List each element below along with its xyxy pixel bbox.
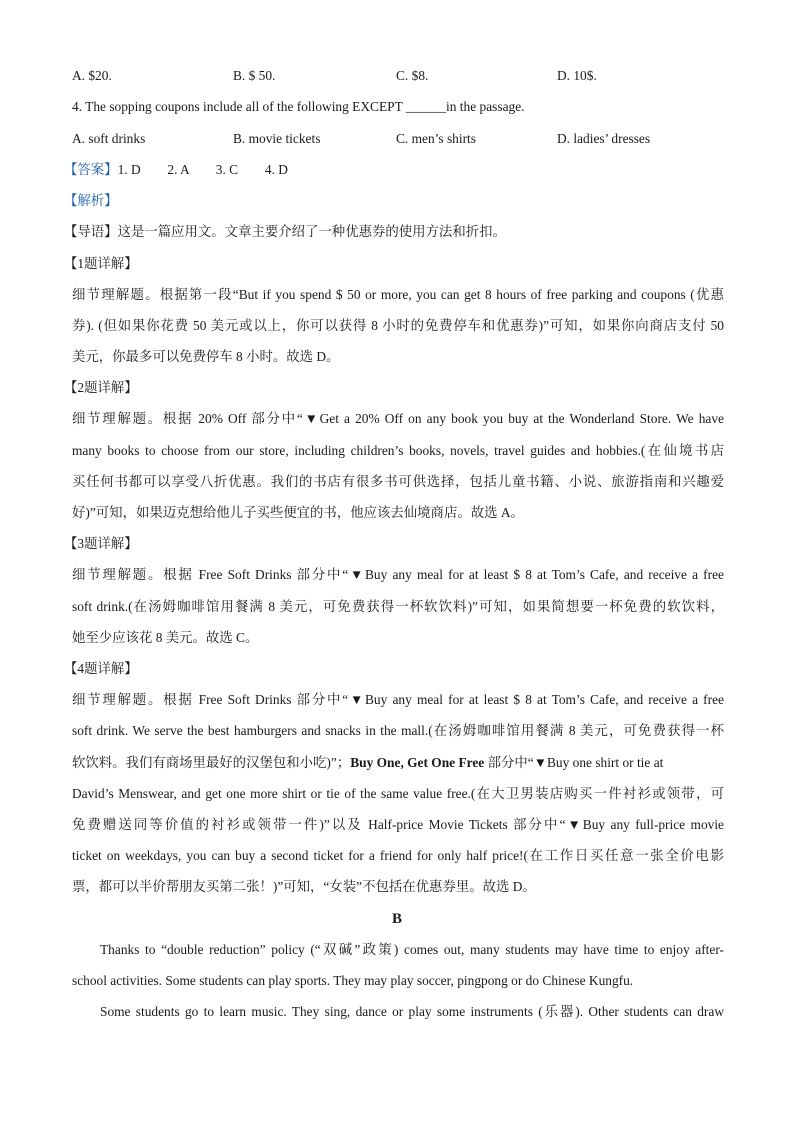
detail-4-head: 【4题详解】	[64, 661, 138, 676]
detail-4-line-7: 票，都可以半价帮朋友买第二张！)”可知，“女装”不包括在优惠券里。故选 D。	[72, 879, 536, 894]
q4-stem: 4. The sopping coupons include all of the following EXCEPT ______in the passage.	[72, 99, 525, 114]
detail-4-line-6: ticket on weekdays, you can buy a second ticket for a friend for only half price!(在工作日买任意一张全价电影	[72, 848, 724, 863]
detail-4-line-4: David’s Menswear, and get one more shirt or tie of the same value free.(在大卫男装店购买一件衬衫或领带，可	[72, 786, 724, 801]
section-b-title: B	[391, 911, 402, 927]
q4-option-b: B. movie tickets	[233, 131, 321, 146]
detail-2-line-2: many books to choose from our store, including children’s books, novels, travel guides and hobbies.(在仙境书店	[72, 443, 724, 458]
detail-2-line-1: 细节理解题。根据 20% Off 部分中“▼Get a 20% Off on any book you buy at the Wonderland Store. We have	[72, 411, 724, 426]
q3-option-b: B. $ 50.	[233, 68, 276, 83]
section-b-para-2-line-1: Some students go to learn music. They sing, dance or play some instruments (乐器). Other students can draw	[100, 1004, 724, 1019]
detail-4-bogo-label: Buy One, Get One Free	[350, 755, 485, 770]
q3-option-a: A. $20.	[72, 68, 112, 83]
guide-tag: 【导语】	[64, 224, 118, 239]
detail-1-head: 【1题详解】	[64, 256, 138, 271]
detail-4-line-3	[72, 753, 724, 773]
detail-1-line-2: 券). (但如果你花费 50 美元或以上，你可以获得 8 小时的免费停车和优惠券)”可知，如果你向商店支付 50	[72, 318, 724, 333]
answer-tag: 【答案】	[64, 162, 118, 177]
detail-4-line-3a: 软饮料。我们有商场里最好的汉堡包和小吃)”；	[72, 755, 351, 770]
detail-3-head: 【3题详解】	[64, 536, 138, 551]
detail-1-line-1: 细节理解题。根据第一段“But if you spend $ 50 or more, you can get 8 hours of free parking and coupons (优惠	[72, 287, 724, 302]
detail-3-line-3: 她至少应该花 8 美元。故选 C。	[72, 630, 259, 645]
answer-line	[64, 160, 724, 180]
guide-line	[64, 222, 724, 242]
guide-text: 这是一篇应用文。文章主要介绍了一种优惠券的使用方法和折扣。	[117, 224, 506, 239]
detail-4-line-5: 免费赠送同等价值的衬衫或领带一件)”以及 Half-price Movie Tickets 部分中“▼Buy any full-price movie	[72, 817, 724, 832]
detail-2-line-4: 好)”可知，如果迈克想给他儿子买些便宜的书，他应该去仙境商店。故选 A。	[72, 505, 524, 520]
detail-3-line-1: 细节理解题。根据 Free Soft Drinks 部分中“▼Buy any meal for at least $ 8 at Tom’s Cafe, and receive a free	[72, 567, 724, 582]
q4-option-a: A. soft drinks	[72, 131, 146, 146]
q4-option-d: D. ladies’ dresses	[557, 131, 651, 146]
analysis-tag: 【解析】	[64, 193, 118, 208]
q4-option-c: C. men’s shirts	[396, 131, 476, 146]
detail-4-line-1: 细节理解题。根据 Free Soft Drinks 部分中“▼Buy any meal for at least $ 8 at Tom’s Cafe, and receive a free	[72, 692, 724, 707]
detail-3-line-2: soft drink.(在汤姆咖啡馆用餐满 8 美元，可免费获得一杯软饮料)”可知，如果简想要一杯免费的软饮料，	[72, 599, 724, 614]
detail-2-line-3: 买任何书都可以享受八折优惠。我们的书店有很多书可供选择，包括儿童书籍、小说、旅游指南和兴趣爱	[72, 474, 724, 489]
detail-1-line-3: 美元，你最多可以免费停车 8 小时。故选 D。	[72, 349, 340, 364]
section-b-para-1-line-1: Thanks to “double reduction” policy (“双碱”政策) comes out, many students may have time to enjoy after-	[100, 942, 724, 957]
detail-2-head: 【2题详解】	[64, 380, 138, 395]
detail-4-line-2: soft drink. We serve the best hamburgers and snacks in the mall.(在汤姆咖啡馆用餐满 8 美元，可免费获得一杯	[72, 723, 724, 738]
detail-4-line-3c: 部分中“▼Buy one shirt or tie at	[484, 755, 664, 770]
answer-text: 1. D 2. A 3. C 4. D	[117, 162, 288, 177]
q3-option-c: C. $8.	[396, 68, 429, 83]
section-b-para-1-line-2: school activities. Some students can play sports. They may play soccer, pingpong or do Chinese Kungfu.	[72, 973, 634, 988]
q3-option-d: D. 10$.	[557, 68, 597, 83]
